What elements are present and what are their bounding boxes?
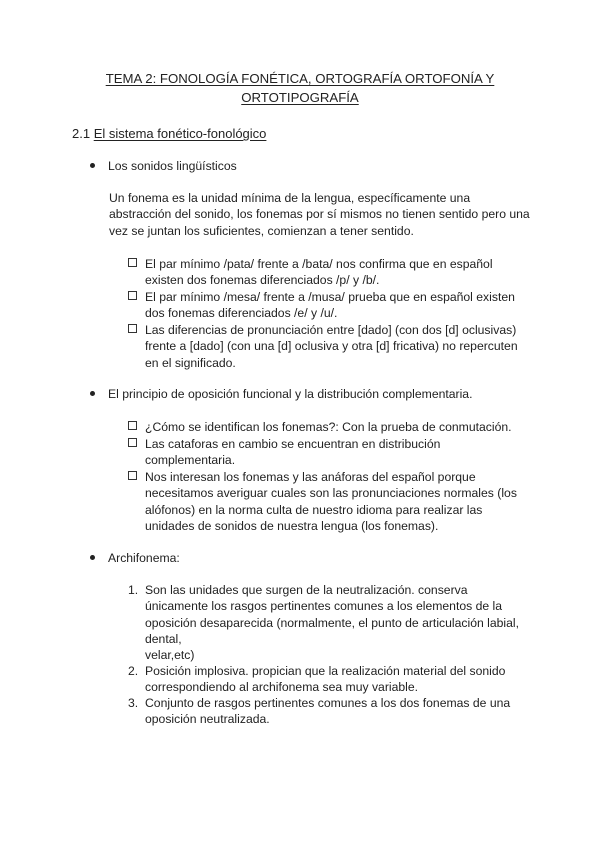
- checkbox-item: [128, 436, 528, 469]
- numbered-line: oposición desaparecida (normalmente, el punto de articulación labial,: [145, 615, 519, 630]
- checkbox-line: El par mínimo /mesa/ frente a /musa/ prueba que en español existen: [145, 290, 515, 304]
- numbered-item: [128, 695, 528, 728]
- checkbox-item: [128, 289, 528, 322]
- item-number: 1.: [128, 583, 139, 597]
- numbered-line: velar,etc): [145, 648, 195, 663]
- bullet-item: [90, 386, 472, 402]
- item-number: 2.: [128, 664, 139, 678]
- checkbox-line: Las cataforas en cambio se encuentran en distribución: [145, 437, 441, 451]
- checkbox-item: [128, 322, 528, 371]
- bullet-label: El principio de oposición funcional y la distribución complementaria.: [108, 387, 473, 401]
- checkbox-icon[interactable]: [128, 438, 137, 447]
- item-number: 3.: [128, 696, 139, 710]
- document-title: [70, 70, 530, 107]
- section-title: El sistema fonético-fonológico: [93, 126, 267, 141]
- numbered-line: Posición implosiva. propician que la realización material del sonido: [145, 664, 506, 678]
- checkbox-icon[interactable]: [128, 258, 137, 267]
- checkbox-item: [128, 469, 528, 534]
- checkbox-item: [128, 256, 528, 289]
- bullet-icon: [90, 555, 95, 560]
- checkbox-icon[interactable]: [128, 324, 137, 333]
- bullet-item: [90, 550, 180, 566]
- numbered-item: [128, 582, 528, 663]
- checkbox-line: necesitamos averiguar cuales son las pronunciaciones normales (los: [145, 486, 517, 501]
- title-line-1: TEMA 2: FONOLOGÍA FONÉTICA, ORTOGRAFÍA ORTOFONÍA Y: [105, 71, 495, 86]
- checkbox-line: existen dos fonemas diferenciados /p/ y /b/.: [145, 273, 380, 288]
- bullet-label: Archifonema:: [108, 551, 180, 565]
- checkbox-item: [128, 419, 528, 435]
- bullet-label: Los sonidos lingüísticos: [108, 159, 237, 173]
- checkbox-line: unidades de sonidos de nuestra lengua (los fonemas).: [145, 518, 439, 533]
- bullet-icon: [90, 163, 95, 168]
- bullet-icon: [90, 391, 95, 396]
- numbered-line: oposición neutralizada.: [145, 712, 270, 727]
- numbered-line: Conjunto de rasgos pertinentes comunes a los dos fonemas de una: [145, 696, 511, 710]
- checkbox-line: El par mínimo /pata/ frente a /bata/ nos confirma que en español: [145, 257, 493, 271]
- checkbox-icon[interactable]: [128, 291, 137, 300]
- section-heading: [72, 126, 266, 142]
- checkbox-line: complementaria.: [145, 453, 236, 468]
- checkbox-line: Nos interesan los fonemas y las anáforas del español porque: [145, 470, 476, 484]
- numbered-line: dental,: [145, 631, 182, 646]
- checkbox-icon[interactable]: [128, 471, 137, 480]
- paragraph-line: abstracción del sonido, los fonemas por sí mismos no tienen sentido pero una: [109, 207, 530, 222]
- checkbox-line: ¿Cómo se identifican los fonemas?: Con la prueba de conmutación.: [145, 420, 512, 434]
- checkbox-line: frente a [dado] (con una [d] oclusiva y otra [d] fricativa) no repercuten: [145, 339, 518, 354]
- numbered-item: [128, 663, 528, 696]
- checkbox-line: dos fonemas diferenciados /e/ y /u/.: [145, 306, 338, 321]
- numbered-line: correspondiendo al archifonema sea muy variable.: [145, 680, 419, 695]
- paragraph-line: Un fonema es la unidad mínima de la lengua, específicamente una: [109, 191, 471, 205]
- numbered-line: únicamente los rasgos pertinentes comunes a los elementos de la: [145, 599, 503, 614]
- checkbox-icon[interactable]: [128, 421, 137, 430]
- paragraph: [109, 190, 539, 239]
- checkbox-line: Las diferencias de pronunciación entre [dado] (con dos [d] oclusivas): [145, 323, 517, 337]
- section-number: 2.1: [72, 126, 91, 141]
- title-line-2: ORTOTIPOGRAFÍA: [241, 89, 359, 105]
- checkbox-line: alófonos) en la norma culta de nuestro idioma para realizar las: [145, 502, 483, 517]
- paragraph-line: vez se juntan los suficientes, comienzan a tener sentido.: [109, 223, 414, 238]
- numbered-line: Son las unidades que surgen de la neutralización. conserva: [145, 583, 468, 597]
- checkbox-line: en el significado.: [145, 355, 236, 370]
- bullet-item: [90, 158, 237, 174]
